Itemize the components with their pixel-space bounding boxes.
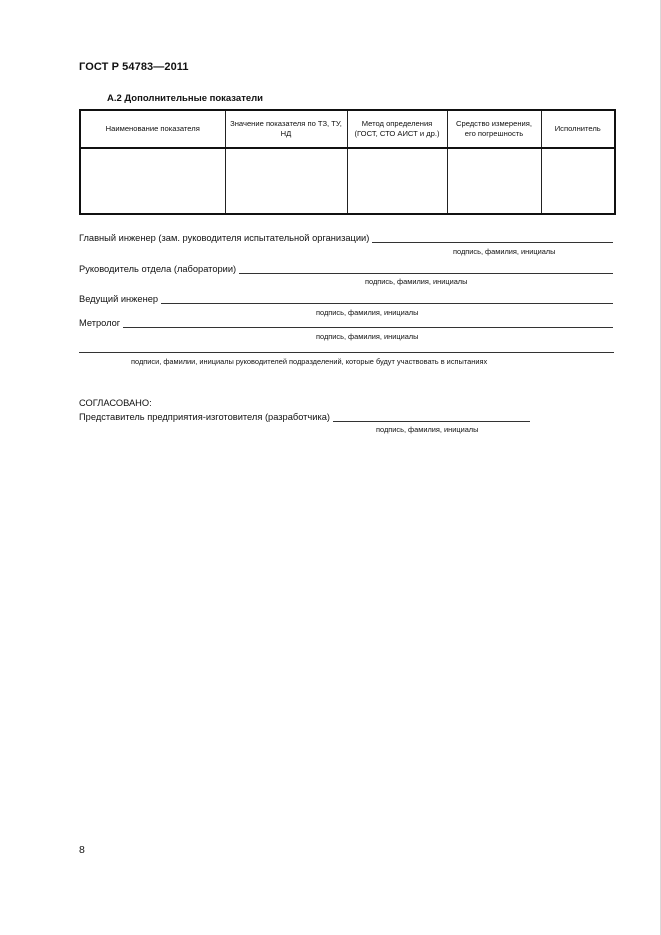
indicators-table bbox=[79, 109, 616, 215]
approval-title: СОГЛАСОВАНО: bbox=[79, 398, 152, 408]
section-title: А.2 Дополнительные показатели bbox=[107, 93, 263, 104]
signature-blank[interactable] bbox=[333, 411, 530, 422]
signature-label: Главный инженер (зам. руководителя испытательной организации) bbox=[79, 233, 370, 243]
signature-label: Представитель предприятия-изготовителя (разработчика) bbox=[79, 412, 331, 422]
signature-label: Метролог bbox=[79, 318, 121, 328]
document-header: ГОСТ Р 54783—2011 bbox=[79, 61, 189, 73]
table-cell[interactable] bbox=[541, 148, 615, 214]
signature-label: Руководитель отдела (лаборатории) bbox=[79, 264, 237, 274]
table-cell[interactable] bbox=[225, 148, 347, 214]
signature-blank[interactable] bbox=[239, 263, 613, 274]
divisions-caption: подписи, фамилии, инициалы руководителей подразделений, которые будут участвовать в испытаниях bbox=[131, 357, 488, 366]
column-header-value: Значение показателя по ТЗ, ТУ, НД bbox=[225, 110, 347, 148]
column-header-executor: Исполнитель bbox=[541, 110, 615, 148]
signature-caption: подпись, фамилия, инициалы bbox=[453, 247, 556, 256]
signature-line-lead-engineer bbox=[79, 293, 613, 304]
table-row bbox=[80, 148, 615, 214]
column-header-instrument: Средство измерения, его погрешность bbox=[447, 110, 541, 148]
column-header-method: Метод определения (ГОСТ, СТО АИСТ и др.) bbox=[347, 110, 447, 148]
table-cell[interactable] bbox=[80, 148, 225, 214]
signature-label: Ведущий инженер bbox=[79, 294, 159, 304]
signature-line-representative bbox=[79, 411, 530, 422]
signature-line-dept-head bbox=[79, 263, 613, 274]
table-cell[interactable] bbox=[347, 148, 447, 214]
signature-caption: подпись, фамилия, инициалы bbox=[316, 308, 419, 317]
signature-caption: подпись, фамилия, инициалы bbox=[316, 332, 419, 341]
signature-caption: подпись, фамилия, инициалы bbox=[365, 277, 468, 286]
signature-blank[interactable] bbox=[372, 232, 613, 243]
signature-blank[interactable] bbox=[161, 293, 613, 304]
table-header-row bbox=[80, 110, 615, 148]
signature-blank[interactable] bbox=[123, 317, 613, 328]
divisions-signature-line[interactable] bbox=[79, 352, 614, 353]
signature-line-chief-engineer bbox=[79, 232, 613, 243]
column-header-name: Наименование показателя bbox=[80, 110, 225, 148]
page-number: 8 bbox=[79, 844, 85, 856]
table-cell[interactable] bbox=[447, 148, 541, 214]
signature-line-metrologist bbox=[79, 317, 613, 328]
signature-caption: подпись, фамилия, инициалы bbox=[376, 425, 479, 434]
